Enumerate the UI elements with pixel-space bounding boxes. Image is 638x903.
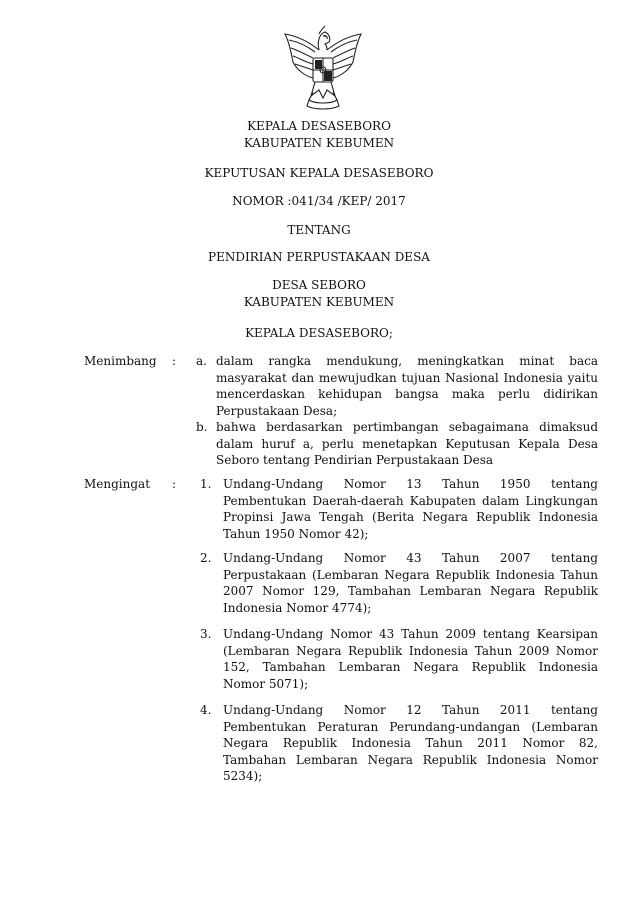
decree-title: KEPUTUSAN KEPALA DESASEBORO (204, 166, 434, 180)
place-line-2: KABUPATEN KEBUMEN (243, 295, 395, 309)
header-line-2: KABUPATEN KEBUMEN (243, 136, 395, 150)
mengingat-colon: : (172, 477, 177, 491)
tentang-heading: TENTANG (287, 223, 351, 237)
mengingat-label: Mengingat (84, 477, 151, 491)
list-marker: 2. (200, 551, 212, 565)
header-line-1: KEPALA DESASEBORO (247, 119, 391, 133)
list-item-text: Undang-Undang Nomor 43 Tahun 2007 tentang Perpustakaan (Lembaran Negara Republik Indonesia Tahun 2007 Nomor 129, Tambahan Lembaran Negara Republik Indonesia Nomor 4774); (223, 551, 598, 615)
list-item-text: Undang-Undang Nomor 13 Tahun 1950 tentang Pembentukan Daerah-daerah Kabupaten dalam Lingkungan Propinsi Jawa Tengah (Berita Negara Republik Indonesia Tahun 1950 Nomor 42); (223, 477, 598, 541)
list-item-text: bahwa berdasarkan pertimbangan sebagaimana dimaksud dalam huruf a, perlu menetapkan Keputusan Kepala Desa Seboro tentang Pendirian Perpustakaan Desa (216, 420, 598, 467)
place-line-1: DESA SEBORO (272, 278, 366, 292)
menimbang-label: Menimbang (84, 354, 157, 368)
list-item-text: Undang-Undang Nomor 43 Tahun 2009 tentang Kearsipan (Lembaran Negara Republik Indonesia Tahun 2009 Nomor 152, Tambahan Lembaran Negara Republik Indonesia Nomor 5071); (223, 627, 598, 691)
authority-line: KEPALA DESASEBORO; (245, 326, 393, 340)
list-marker: 3. (200, 627, 212, 641)
list-marker: 1. (200, 477, 212, 491)
list-marker: 4. (200, 703, 212, 717)
list-marker: a. (196, 354, 207, 368)
decree-number: NOMOR :041/34 /KEP/ 2017 (232, 194, 406, 208)
garuda-emblem-icon (279, 12, 367, 112)
list-item-text: Undang-Undang Nomor 12 Tahun 2011 tentang Pembentukan Peraturan Perundang-undangan (Lembaran Negara Republik Indonesia Tahun 2011 Nomor 82, Tambahan Lembaran Negara Republik Indonesia Nomor 5234); (223, 703, 598, 783)
list-item-text: dalam rangka mendukung, meningkatkan minat baca masyarakat dan mewujudkan tujuan Nasional Indonesia yaitu mencerdaskan kehidupan bangsa maka perlu didirikan Perpustakaan Desa; (216, 354, 598, 418)
list-marker: b. (196, 420, 208, 434)
menimbang-colon: : (172, 354, 177, 368)
decree-subject: PENDIRIAN PERPUSTAKAAN DESA (208, 250, 430, 264)
